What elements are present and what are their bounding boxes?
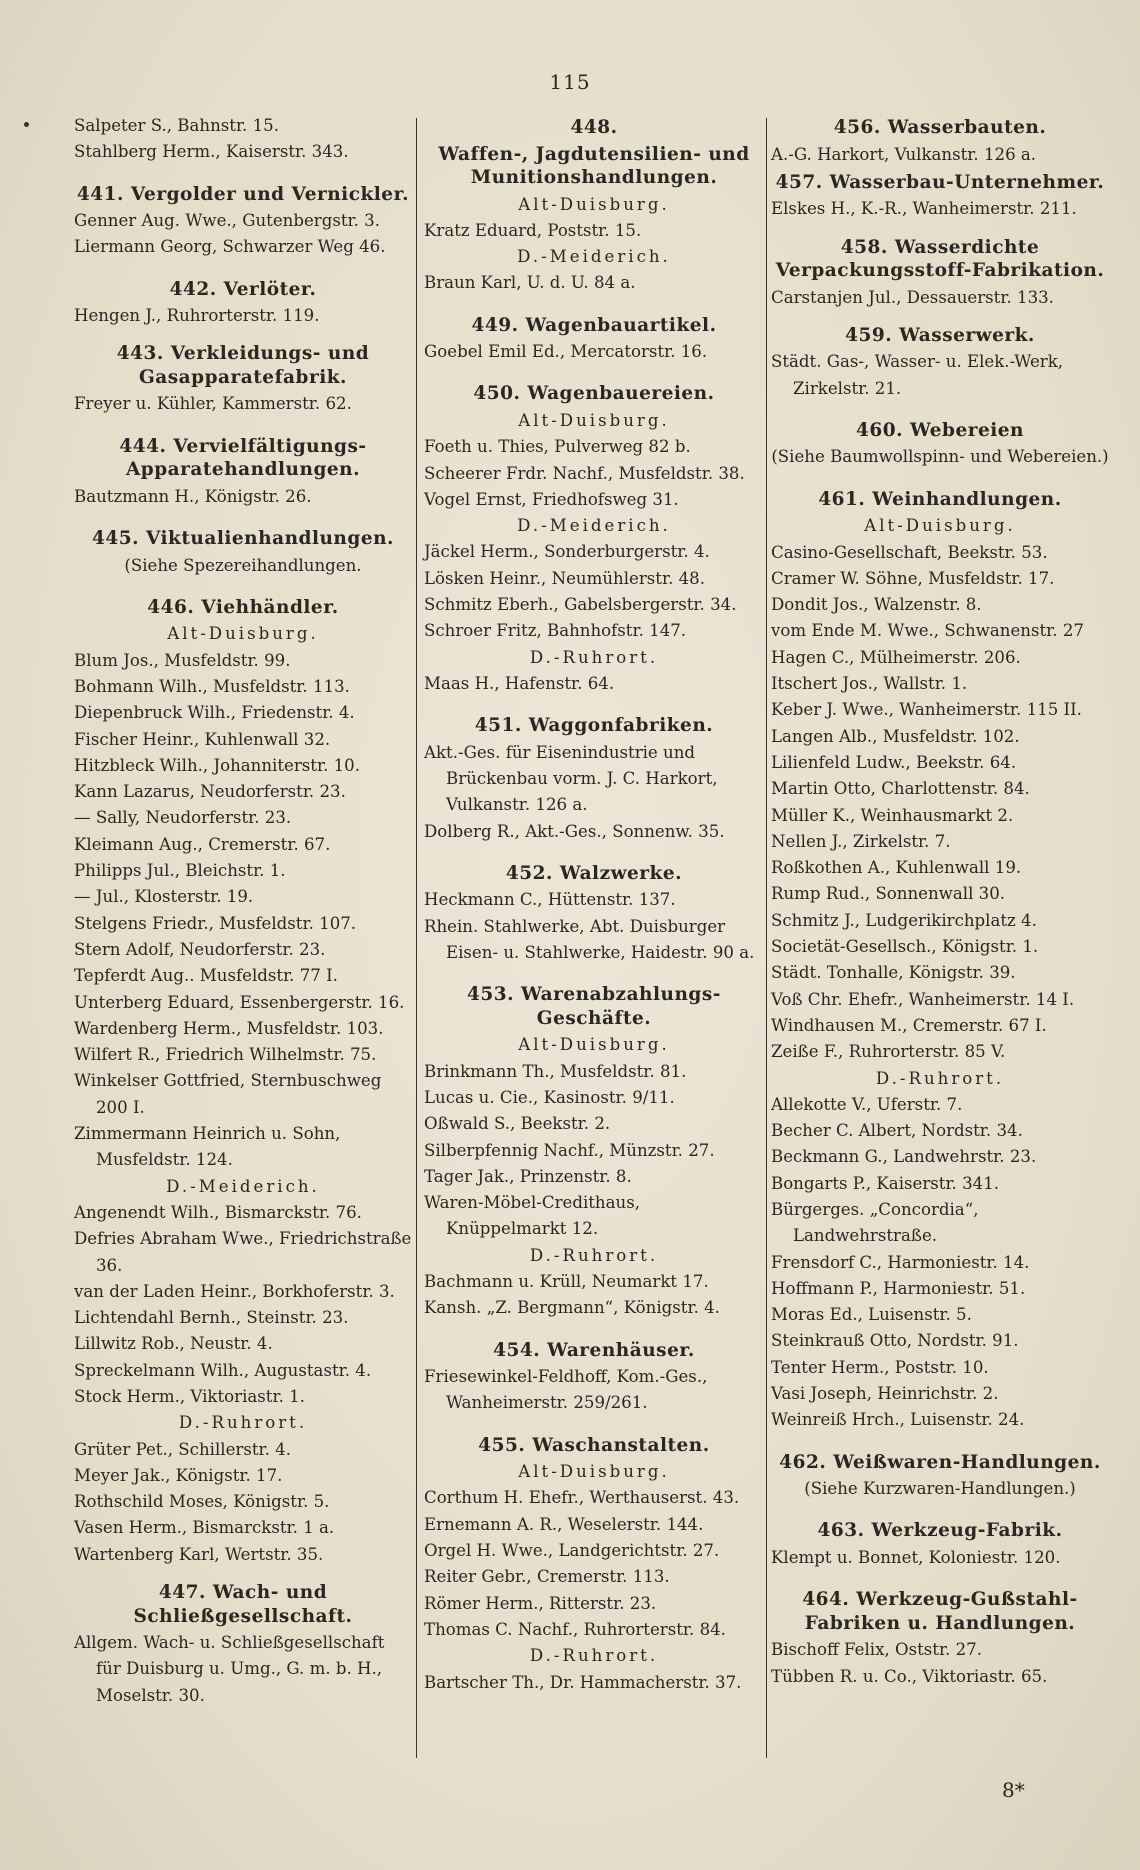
directory-entry: Schroer Fritz, Bahnhofstr. 147. bbox=[424, 621, 687, 641]
directory-entry: Grüter Pet., Schillerstr. 4. bbox=[74, 1439, 291, 1459]
district-heading: Alt-Duisburg. bbox=[518, 1035, 670, 1055]
directory-entry: Thomas C. Nachf., Ruhrorterstr. 84. bbox=[424, 1619, 726, 1639]
district-heading: D.-Ruhrort. bbox=[178, 1413, 308, 1433]
directory-entry: Foeth u. Thies, Pulverweg 82 b. bbox=[424, 437, 691, 457]
directory-entry: Blum Jos., Musfeldstr. 99. bbox=[74, 650, 291, 670]
district-heading: D.-Ruhrort. bbox=[875, 1068, 1005, 1088]
directory-entry: Lösken Heinr., Neumühlerstr. 48. bbox=[424, 568, 706, 588]
directory-entry: Steinkrauß Otto, Nordstr. 91. bbox=[771, 1331, 1019, 1351]
directory-entry: Cramer W. Söhne, Musfeldstr. 17. bbox=[771, 568, 1055, 588]
cross-reference: (Siehe Baumwollspinn- und Webereien.) bbox=[771, 447, 1109, 467]
directory-entry: Lichtendahl Bernh., Steinstr. 23. bbox=[74, 1308, 349, 1328]
directory-entry: Corthum H. Ehefr., Werthauserst. 43. bbox=[424, 1488, 740, 1508]
directory-entry: Wardenberg Herm., Musfeldstr. 103. bbox=[74, 1018, 384, 1038]
directory-entry: Schmitz J., Ludgerikirchplatz 4. bbox=[771, 910, 1037, 930]
spacer bbox=[424, 966, 764, 980]
directory-entry: Bongarts P., Kaiserstr. 341. bbox=[771, 1173, 1000, 1193]
directory-entry: Kann Lazarus, Neudorferstr. 23. bbox=[74, 782, 346, 802]
directory-entry: Philipps Jul., Bleichstr. 1. bbox=[74, 861, 286, 881]
directory-entry: Tenter Herm., Poststr. 10. bbox=[771, 1357, 989, 1377]
column-left bbox=[74, 113, 412, 1709]
directory-entry: Hitzbleck Wilh., Johanniterstr. 10. bbox=[74, 755, 361, 775]
directory-entry: Spreckelmann Wilh., Augustastr. 4. bbox=[74, 1360, 372, 1380]
spacer bbox=[424, 297, 764, 311]
directory-entry: Bartscher Th., Dr. Hammacherstr. 37. bbox=[424, 1672, 742, 1692]
directory-entry: Oßwald S., Beekstr. 2. bbox=[424, 1114, 611, 1134]
directory-entry: Stahlberg Herm., Kaiserstr. 343. bbox=[74, 142, 349, 162]
column-divider bbox=[766, 118, 767, 1758]
directory-entry: Diepenbruck Wilh., Friedenstr. 4. bbox=[74, 703, 355, 723]
district-heading: Alt-Duisburg. bbox=[518, 1462, 670, 1482]
directory-entry: Schmitz Eberh., Gabelsbergerstr. 34. bbox=[424, 595, 737, 615]
directory-entry: Societät-Gesellsch., Königstr. 1. bbox=[771, 937, 1039, 957]
spacer bbox=[74, 510, 412, 524]
directory-entry: Stelgens Friedr., Musfeldstr. 107. bbox=[74, 913, 357, 933]
spacer bbox=[771, 471, 1109, 485]
section-heading: 442. Verlöter. bbox=[169, 278, 317, 300]
directory-entry: Jäckel Herm., Sonderburgerstr. 4. bbox=[424, 542, 710, 562]
directory-entry: Liermann Georg, Schwarzer Weg 46. bbox=[74, 237, 386, 257]
section-heading: 459. Wasserwerk. bbox=[845, 324, 1035, 346]
directory-entry: Casino-Gesellschaft, Beekstr. 53. bbox=[771, 542, 1048, 562]
spacer bbox=[74, 1568, 412, 1578]
directory-entry: Tepferdt Aug.. Musfeldstr. 77 I. bbox=[74, 966, 338, 986]
section-heading: 462. Weißwaren-Handlungen. bbox=[779, 1451, 1101, 1473]
section-heading: 441. Vergolder und Vernickler. bbox=[76, 183, 410, 205]
section-heading: Waffen-, Jagdutensilien- und Munitionshandlungen. bbox=[438, 143, 750, 188]
section-heading: 452. Walzwerke. bbox=[505, 862, 683, 884]
directory-entry: Friesewinkel-Feldhoff, Kom.-Ges., Wanheimerstr. 259/261. bbox=[424, 1367, 708, 1413]
directory-entry: Lucas u. Cie., Kasinostr. 9/11. bbox=[424, 1087, 675, 1107]
directory-entry: Salpeter S., Bahnstr. 15. bbox=[74, 116, 279, 135]
directory-entry: Roßkothen A., Kuhlenwall 19. bbox=[771, 858, 1022, 878]
spacer bbox=[771, 1502, 1109, 1516]
district-heading: Alt-Duisburg. bbox=[518, 410, 670, 430]
section-heading: 449. Wagenbauartikel. bbox=[471, 314, 717, 336]
directory-entry: Scheerer Frdr. Nachf., Musfeldstr. 38. bbox=[424, 463, 745, 483]
directory-entry: Genner Aug. Wwe., Gutenbergstr. 3. bbox=[74, 211, 381, 231]
directory-entry: Hagen C., Mülheimerstr. 206. bbox=[771, 647, 1021, 667]
spacer bbox=[424, 1417, 764, 1431]
directory-entry: Voß Chr. Ehefr., Wanheimerstr. 14 I. bbox=[771, 989, 1075, 1009]
section-heading: 457. Wasserbau-Unternehmer. bbox=[775, 171, 1105, 193]
directory-entry: Goebel Emil Ed., Mercatorstr. 16. bbox=[424, 342, 708, 362]
directory-entry: Städt. Tonhalle, Königstr. 39. bbox=[771, 963, 1016, 983]
directory-entry: Langen Alb., Musfeldstr. 102. bbox=[771, 726, 1020, 746]
directory-entry: Reiter Gebr., Cremerstr. 113. bbox=[424, 1567, 670, 1587]
column-middle bbox=[424, 113, 764, 1696]
directory-entry: Bürgerges. „Concordia“, Landwehrstraße. bbox=[771, 1200, 979, 1246]
page-number: 115 bbox=[549, 70, 591, 94]
directory-entry: Rothschild Moses, Königstr. 5. bbox=[74, 1492, 330, 1512]
section-heading: 463. Werkzeug-Fabrik. bbox=[817, 1520, 1063, 1542]
section-heading: 453. Warenabzahlungs-Geschäfte. bbox=[467, 984, 721, 1029]
directory-entry: Akt.-Ges. für Eisenindustrie und Brückenbau vorm. J. C. Harkort, Vulkanstr. 126 a. bbox=[424, 742, 718, 815]
column-right bbox=[771, 113, 1109, 1690]
section-heading: 456. Wasserbauten. bbox=[833, 117, 1047, 138]
section-heading: 443. Verkleidungs- und Gasapparatefabrik. bbox=[116, 343, 370, 388]
directory-entry: Hoffmann P., Harmoniestr. 51. bbox=[771, 1278, 1026, 1298]
directory-entry: Orgel H. Wwe., Landgerichtstr. 27. bbox=[424, 1541, 720, 1561]
section-heading: 447. Wach- und Schließgesellschaft. bbox=[133, 1582, 353, 1627]
directory-entry: Bischoff Felix, Oststr. 27. bbox=[771, 1640, 983, 1660]
directory-entry: Freyer u. Kühler, Kammerstr. 62. bbox=[74, 394, 352, 414]
directory-entry: van der Laden Heinr., Borkhoferstr. 3. bbox=[74, 1281, 395, 1301]
district-heading: Alt-Duisburg. bbox=[167, 624, 319, 644]
district-heading: Alt-Duisburg. bbox=[518, 194, 670, 214]
directory-entry: Itschert Jos., Wallstr. 1. bbox=[771, 674, 968, 694]
directory-entry: A.-G. Harkort, Vulkanstr. 126 a. bbox=[771, 144, 1037, 164]
margin-mark bbox=[24, 122, 29, 127]
directory-entry: Windhausen M., Cremerstr. 67 I. bbox=[771, 1015, 1047, 1035]
directory-entry: Kratz Eduard, Poststr. 15. bbox=[424, 220, 642, 240]
directory-entry: Allekotte V., Uferstr. 7. bbox=[771, 1094, 963, 1114]
section-heading: 460. Webereien bbox=[855, 419, 1024, 441]
spacer bbox=[771, 1434, 1109, 1448]
directory-entry: vom Ende M. Wwe., Schwanenstr. 27 bbox=[771, 621, 1084, 641]
directory-entry: Vasen Herm., Bismarckstr. 1 a. bbox=[74, 1518, 335, 1538]
directory-entry: Meyer Jak., Königstr. 17. bbox=[74, 1465, 283, 1485]
spacer bbox=[771, 402, 1109, 416]
section-heading: 464. Werkzeug-Gußstahl-Fabriken u. Handlungen. bbox=[802, 1589, 1078, 1634]
spacer bbox=[424, 697, 764, 711]
district-heading: D.-Meiderich. bbox=[166, 1176, 320, 1196]
directory-entry: Carstanjen Jul., Dessauerstr. 133. bbox=[771, 287, 1054, 307]
directory-entry: Fischer Heinr., Kuhlenwall 32. bbox=[74, 729, 331, 749]
directory-entry: Hengen J., Ruhrorterstr. 119. bbox=[74, 306, 320, 326]
spacer bbox=[74, 261, 412, 275]
spacer bbox=[74, 418, 412, 432]
directory-entry: Becher C. Albert, Nordstr. 34. bbox=[771, 1121, 1023, 1141]
directory-entry: Nellen J., Zirkelstr. 7. bbox=[771, 831, 951, 851]
directory-entry: Lillwitz Rob., Neustr. 4. bbox=[74, 1334, 273, 1354]
directory-entry: Brinkmann Th., Musfeldstr. 81. bbox=[424, 1061, 687, 1081]
section-heading: 458. Wasserdichte Verpackungsstoff-Fabrikation. bbox=[775, 236, 1105, 282]
section-heading: 444. Vervielfältigungs-Apparatehandlungen. bbox=[119, 435, 367, 481]
directory-entry: Weinreiß Hrch., Luisenstr. 24. bbox=[771, 1410, 1025, 1430]
directory-entry: Dondit Jos., Walzenstr. 8. bbox=[771, 595, 982, 615]
district-heading: D.-Ruhrort. bbox=[529, 1245, 659, 1265]
section-heading: 454. Warenhäuser. bbox=[493, 1339, 695, 1361]
spacer bbox=[771, 1571, 1109, 1585]
directory-entry: Tübben R. u. Co., Viktoriastr. 65. bbox=[771, 1666, 1048, 1686]
directory-entry: Allgem. Wach- u. Schließgesellschaft für Duisburg u. Umg., G. m. b. H., Moselstr. 30. bbox=[74, 1633, 385, 1705]
spacer bbox=[74, 329, 412, 339]
directory-entry: Müller K., Weinhausmarkt 2. bbox=[771, 805, 1014, 825]
directory-entry: Römer Herm., Ritterstr. 23. bbox=[424, 1593, 657, 1613]
directory-entry: Defries Abraham Wwe., Friedrichstraße 36. bbox=[74, 1229, 412, 1275]
column-divider bbox=[416, 118, 417, 1758]
spacer bbox=[771, 223, 1109, 233]
directory-entry: Rhein. Stahlwerke, Abt. Duisburger Eisen- u. Stahlwerke, Haidestr. 90 a. bbox=[424, 916, 755, 963]
directory-entry: Moras Ed., Luisenstr. 5. bbox=[771, 1305, 972, 1325]
directory-entry: Vogel Ernst, Friedhofsweg 31. bbox=[424, 489, 679, 509]
spacer bbox=[771, 311, 1109, 321]
directory-entry: Wilfert R., Friedrich Wilhelmstr. 75. bbox=[74, 1045, 377, 1065]
directory-entry: Elskes H., K.-R., Wanheimerstr. 211. bbox=[771, 199, 1077, 219]
cross-reference: (Siehe Kurzwaren-Handlungen.) bbox=[804, 1479, 1076, 1499]
directory-entry: Zimmermann Heinrich u. Sohn, Musfeldstr. 124. bbox=[74, 1124, 341, 1170]
directory-entry: Bautzmann H., Königstr. 26. bbox=[74, 486, 312, 506]
directory-entry: Braun Karl, U. d. U. 84 a. bbox=[424, 273, 636, 293]
directory-entry: Heckmann C., Hüttenstr. 137. bbox=[424, 890, 676, 910]
directory-entry: Kleimann Aug., Cremerstr. 67. bbox=[74, 834, 331, 854]
district-heading: D.-Ruhrort. bbox=[529, 1646, 659, 1666]
district-heading: D.-Meiderich. bbox=[517, 516, 671, 536]
section-heading: 446. Viehhändler. bbox=[147, 596, 339, 618]
directory-entry: Winkelser Gottfried, Sternbuschweg 200 I. bbox=[74, 1071, 382, 1117]
district-heading: D.-Ruhrort. bbox=[529, 647, 659, 667]
section-heading: 451. Waggonfabriken. bbox=[474, 715, 714, 737]
directory-entry: Waren-Möbel-Credithaus, Knüppelmarkt 12. bbox=[424, 1193, 640, 1239]
spacer bbox=[424, 1322, 764, 1336]
directory-entry: Keber J. Wwe., Wanheimerstr. 115 II. bbox=[771, 700, 1082, 720]
directory-entry: Bohmann Wilh., Musfeldstr. 113. bbox=[74, 676, 350, 696]
directory-entry: — Sally, Neudorferstr. 23. bbox=[74, 808, 292, 828]
directory-entry: Städt. Gas-, Wasser- u. Elek.-Werk, Zirkelstr. 21. bbox=[771, 352, 1064, 398]
directory-entry: Kansh. „Z. Bergmann“, Königstr. 4. bbox=[424, 1298, 720, 1318]
directory-entry: Stern Adolf, Neudorferstr. 23. bbox=[74, 939, 326, 959]
directory-entry: Martin Otto, Charlottenstr. 84. bbox=[771, 779, 1030, 799]
section-heading: 461. Weinhandlungen. bbox=[818, 488, 1062, 510]
directory-entry: Wartenberg Karl, Wertstr. 35. bbox=[74, 1544, 324, 1564]
section-heading: 448. bbox=[570, 117, 618, 138]
directory-entry: Tager Jak., Prinzenstr. 8. bbox=[424, 1166, 632, 1186]
directory-entry: Maas H., Hafenstr. 64. bbox=[424, 673, 615, 693]
directory-entry: Ernemann A. R., Weselerstr. 144. bbox=[424, 1514, 704, 1534]
section-heading: 455. Waschanstalten. bbox=[478, 1434, 710, 1456]
directory-entry: Zeiße F., Ruhrorterstr. 85 V. bbox=[771, 1042, 1006, 1062]
directory-entry: Silberpfennig Nachf., Münzstr. 27. bbox=[424, 1140, 715, 1160]
cross-reference: (Siehe Spezereihandlungen. bbox=[124, 555, 362, 575]
spacer bbox=[74, 166, 412, 180]
section-heading: 450. Wagenbauereien. bbox=[473, 383, 715, 405]
directory-entry: Beckmann G., Landwehrstr. 23. bbox=[771, 1147, 1037, 1167]
spacer bbox=[424, 365, 764, 379]
district-heading: Alt-Duisburg. bbox=[864, 516, 1016, 536]
directory-entry: Rump Rud., Sonnenwall 30. bbox=[771, 884, 1006, 904]
directory-entry: Frensdorf C., Harmoniestr. 14. bbox=[771, 1252, 1030, 1272]
directory-entry: Vasi Joseph, Heinrichstr. 2. bbox=[771, 1384, 999, 1404]
directory-entry: — Jul., Klosterstr. 19. bbox=[74, 887, 254, 907]
spacer bbox=[424, 845, 764, 859]
directory-entry: Angenendt Wilh., Bismarckstr. 76. bbox=[74, 1202, 362, 1222]
directory-entry: Unterberg Eduard, Essenbergerstr. 16. bbox=[74, 992, 405, 1012]
directory-entry: Bachmann u. Krüll, Neumarkt 17. bbox=[424, 1272, 709, 1291]
directory-entry: Stock Herm., Viktoriastr. 1. bbox=[74, 1386, 305, 1406]
directory-entry: Lilienfeld Ludw., Beekstr. 64. bbox=[771, 752, 1017, 772]
directory-entry: Dolberg R., Akt.-Ges., Sonnenw. 35. bbox=[424, 821, 725, 841]
signature-mark: 8* bbox=[1002, 1778, 1025, 1802]
directory-entry: Klempt u. Bonnet, Koloniestr. 120. bbox=[771, 1547, 1061, 1567]
district-heading: D.-Meiderich. bbox=[517, 247, 671, 267]
section-heading: 445. Viktualienhandlungen. bbox=[92, 528, 394, 550]
spacer bbox=[74, 579, 412, 593]
